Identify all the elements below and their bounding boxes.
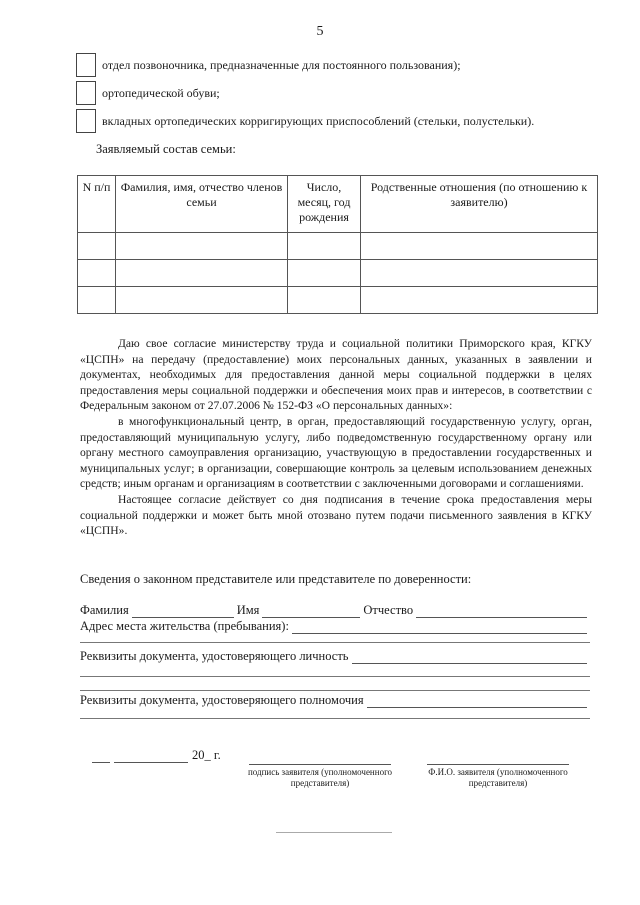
- table-cell[interactable]: [361, 260, 598, 287]
- surname-field[interactable]: [132, 605, 234, 618]
- applicant-fullname-block: [416, 752, 580, 789]
- page-number: 5: [316, 24, 324, 39]
- date-month-field[interactable]: [114, 750, 188, 763]
- applicant-signature-block: [240, 752, 400, 789]
- consent-paragraph: Настоящее согласие действует со дня подписания в течение срока предоставления меры социальной поддержки и может быть мной отозвано путем подачи письменного заявления в КГКУ «ЦСПН».: [80, 492, 592, 538]
- surname-label: Фамилия: [80, 603, 129, 617]
- table-cell[interactable]: [288, 233, 361, 260]
- date-year: 20_ г.: [192, 748, 221, 762]
- checkbox[interactable]: [76, 81, 96, 105]
- authority-document-label: Реквизиты документа, удостоверяющего полномочия: [80, 693, 364, 707]
- checkbox-row-spine[interactable]: [76, 52, 461, 78]
- header-full-name: Фамилия, имя, отчество членов семьи: [116, 176, 288, 233]
- address-label: Адрес места жительства (пребывания):: [80, 619, 289, 633]
- authority-document-continuation-line[interactable]: [80, 718, 590, 719]
- table-cell[interactable]: [288, 260, 361, 287]
- id-document-field[interactable]: [352, 651, 588, 664]
- consent-paragraph: в многофункциональный центр, в орган, предоставляющий государственную услугу, орган, предоставляющий муниципальную услугу, либо подведомственную государственному органу или органу местного самоуправления организацию, участвующую в предоставлении государственных и муниципальных услуг; в организации, совершающие контроль за целевым использованием денежных средств; иным органам и организациям в соответствии с заключенными договорами и соглашениями.: [80, 414, 592, 491]
- table-cell[interactable]: [361, 287, 598, 314]
- family-table: [77, 175, 598, 314]
- id-document-continuation-line[interactable]: [80, 676, 590, 677]
- header-relationship: Родственные отношения (по отношению к заявителю): [361, 176, 598, 233]
- table-cell[interactable]: [361, 233, 598, 260]
- table-cell[interactable]: [78, 260, 116, 287]
- header-number: N п/п: [78, 176, 116, 233]
- checkbox[interactable]: [76, 109, 96, 133]
- table-cell[interactable]: [116, 233, 288, 260]
- footer-divider: [276, 832, 392, 833]
- checkbox-row-shoes[interactable]: [76, 80, 220, 106]
- checkbox-label: вкладных ортопедических корригирующих приспособлений (стельки, полустельки).: [102, 113, 535, 128]
- checkbox-label: отдел позвоночника, предназначенные для постоянного пользования);: [102, 57, 461, 72]
- table-row: [78, 287, 598, 314]
- date-day-field[interactable]: [92, 750, 110, 763]
- table-cell[interactable]: [116, 260, 288, 287]
- checkbox[interactable]: [76, 53, 96, 77]
- authority-document-row: [80, 692, 590, 708]
- consent-paragraph: Даю свое согласие министерству труда и социальной политики Приморского края, КГКУ «ЦСПН» на передачу (предоставление) моих персональных данных, указанных в заявлении и документах, необходимых для предоставления данной меры социальной поддержки в целях предоставления меры социальной поддержки и обеспечения моих прав и интересов, в соответствии с Федеральным законом от 27.07.2006 № 152-ФЗ «О персональных данных»:: [80, 337, 592, 413]
- date-row: [92, 748, 221, 763]
- name-field[interactable]: [262, 605, 360, 618]
- table-cell[interactable]: [78, 287, 116, 314]
- address-continuation-line[interactable]: [80, 642, 590, 643]
- address-field[interactable]: [292, 621, 587, 634]
- table-cell[interactable]: [116, 287, 288, 314]
- name-label: Имя: [236, 603, 260, 617]
- id-document-row: [80, 648, 590, 664]
- header-birth-date: Число, месяц, год рождения: [288, 176, 361, 233]
- signature-caption: подпись заявителя (уполномоченного представителя): [247, 767, 393, 788]
- name-caption: Ф.И.О. заявителя (уполномоченного представителя): [428, 767, 568, 788]
- table-header-row: [78, 176, 598, 233]
- table-row: [78, 233, 598, 260]
- authority-document-field[interactable]: [367, 695, 587, 708]
- address-row: [80, 618, 590, 634]
- representative-section-title: Сведения о законном представителе или представителе по доверенности:: [80, 572, 472, 586]
- consent-text: [80, 336, 592, 539]
- applicant-fullname-field[interactable]: [427, 752, 569, 765]
- family-section-title: Заявляемый состав семьи:: [96, 142, 236, 156]
- table-cell[interactable]: [78, 233, 116, 260]
- representative-name-row: [80, 602, 590, 618]
- patronymic-label: Отчество: [363, 603, 414, 617]
- table-row: [78, 260, 598, 287]
- id-document-label: Реквизиты документа, удостоверяющего личность: [80, 649, 349, 663]
- id-document-continuation-line[interactable]: [80, 690, 590, 691]
- patronymic-field[interactable]: [416, 605, 587, 618]
- table-cell[interactable]: [288, 287, 361, 314]
- checkbox-label: ортопедической обуви;: [102, 85, 220, 100]
- applicant-signature-field[interactable]: [249, 752, 391, 765]
- checkbox-row-insoles[interactable]: [76, 108, 534, 134]
